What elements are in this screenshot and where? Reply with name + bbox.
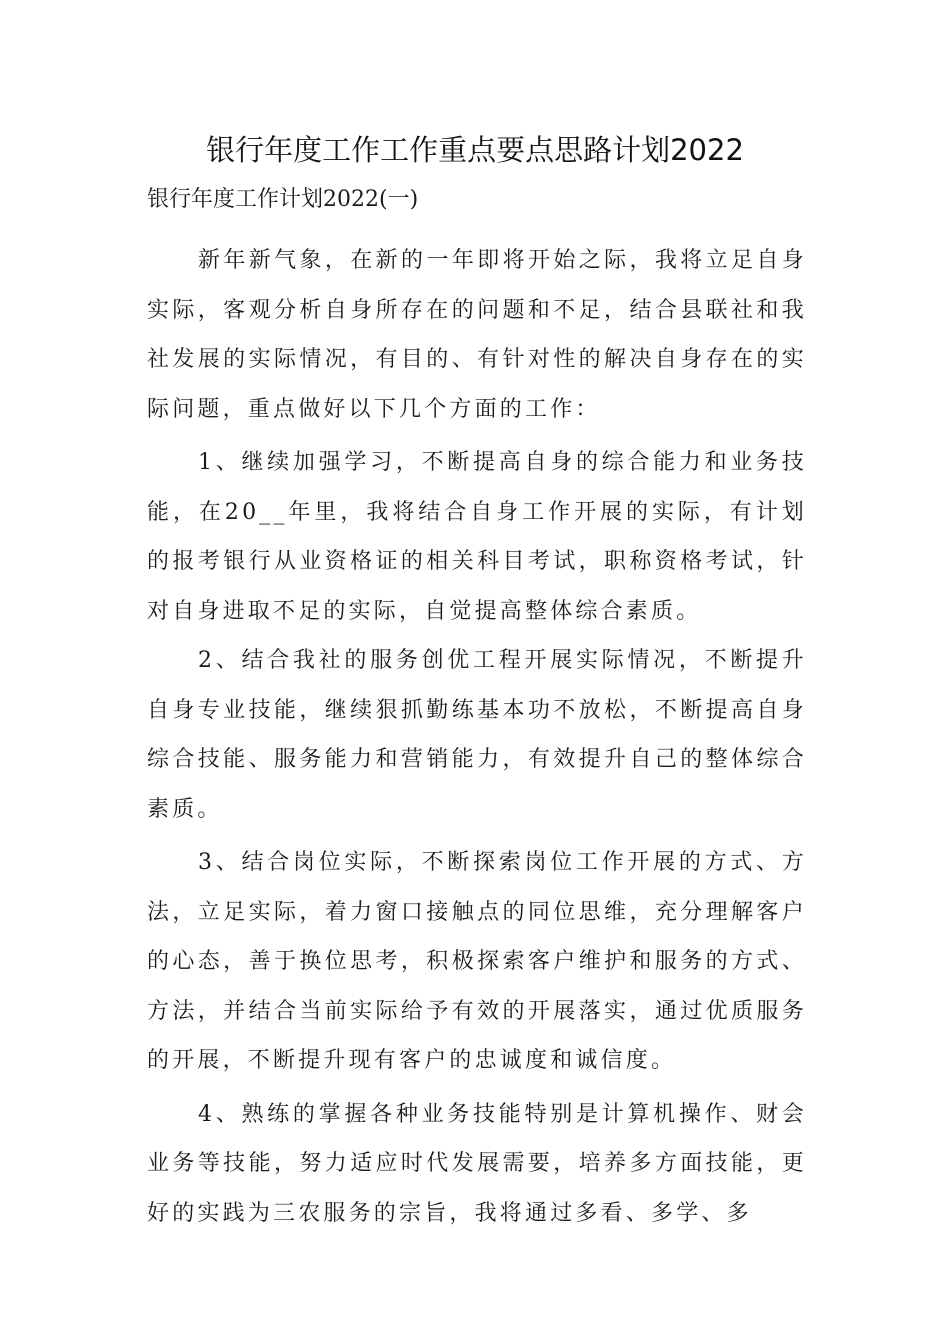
paragraph-item-3: 3、结合岗位实际，不断探索岗位工作开展的方式、方法，立足实际，着力窗口接触点的同位思维，充分理解客户的心态，善于换位思考，积极探索客户维护和服务的方式、方法，并结合当前实际给予有效的开展落实，通过优质服务的开展，不断提升现有客户的忠诚度和诚信度。 — [147, 850, 807, 1073]
paragraph-item-2: 2、结合我社的服务创优工程开展实际情况，不断提升自身专业技能，继续狠抓勤练基本功不放松，不断提高自身综合技能、服务能力和营销能力，有效提升自己的整体综合素质。 — [147, 648, 807, 822]
document-body — [147, 236, 807, 1242]
paragraph-item-4: 4、熟练的掌握各种业务技能特别是计算机操作、财会业务等技能，努力适应时代发展需要，培养多方面技能，更好的实践为三农服务的宗旨，我将通过多看、多学、多 — [147, 1101, 807, 1226]
paragraph-intro: 新年新气象，在新的一年即将开始之际，我将立足自身实际，客观分析自身所存在的问题和不足，结合县联社和我社发展的实际情况，有目的、有针对性的解决自身存在的实际问题，重点做好以下几个方面的工作： — [147, 248, 807, 422]
paragraph-item-1: 1、继续加强学习，不断提高自身的综合能力和业务技能，在20__年里，我将结合自身工作开展的实际，有计划的报考银行从业资格证的相关科目考试，职称资格考试，针对自身进取不足的实际，自觉提高整体综合素质。 — [147, 450, 807, 624]
document-subtitle: 银行年度工作计划2022(一) — [147, 187, 419, 212]
document-title: 银行年度工作工作重点要点思路计划2022 — [206, 133, 744, 167]
